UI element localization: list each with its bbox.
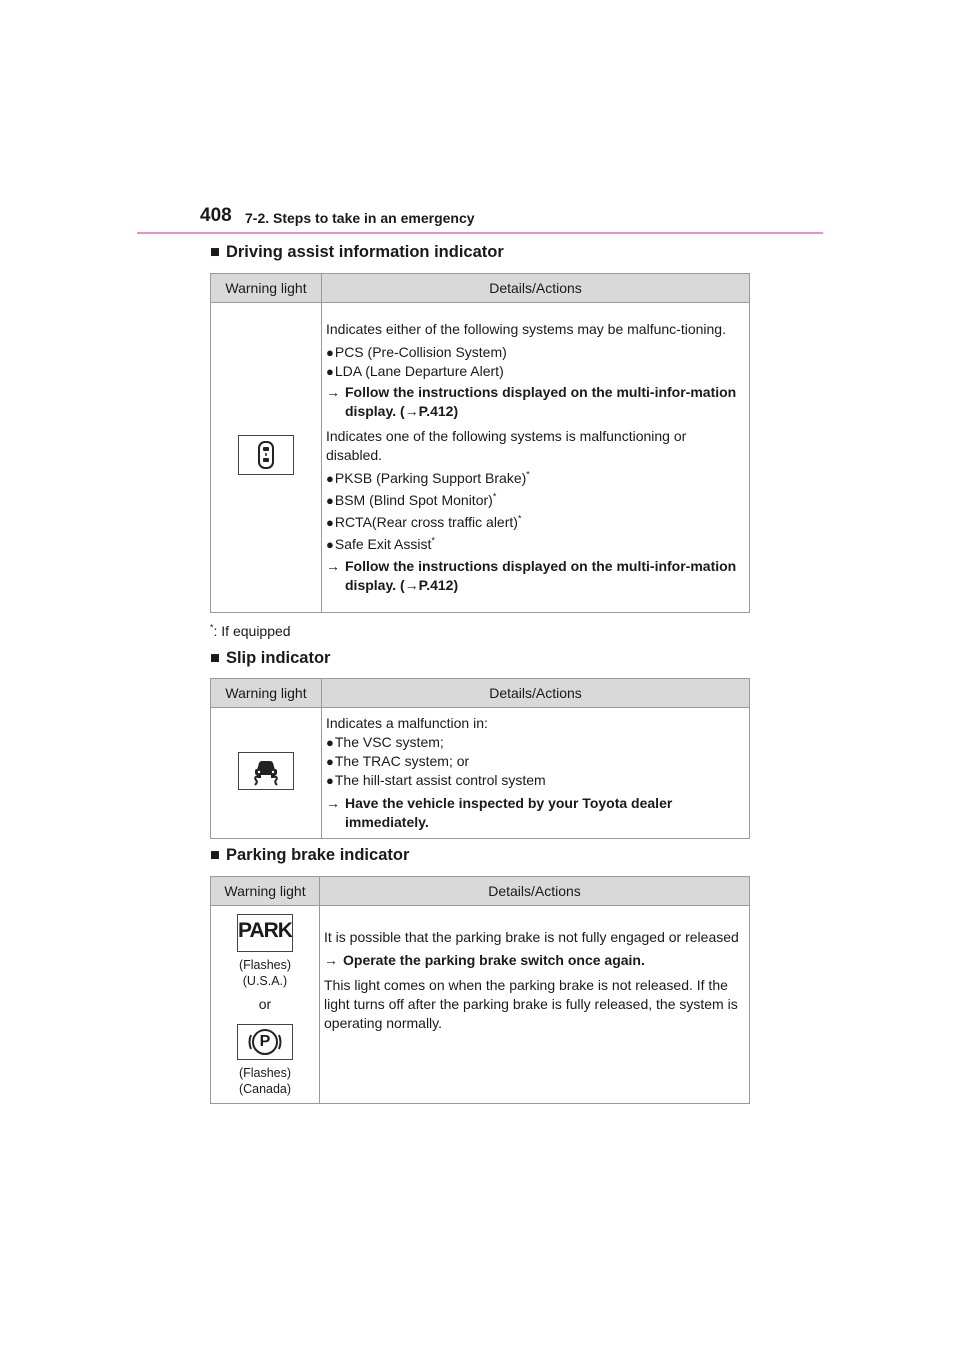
list-item: ●RCTA(Rear cross traffic alert)* [326, 513, 522, 530]
list-item: ●The VSC system; [326, 734, 444, 750]
detail-text: Indicates one of the following systems is malfunctioning or disabled. [326, 428, 687, 463]
details-cell [322, 303, 750, 613]
action-text: → Operate the parking brake switch once again. [324, 952, 645, 968]
page-reference-link[interactable]: P.412 [418, 577, 454, 593]
arrow-icon: → [326, 384, 340, 400]
icon-caption: (Flashes) [238, 958, 292, 972]
action-text: → Follow the instructions displayed on the multi-infor-mation display. (→P.412) [326, 384, 737, 419]
list-item: ●BSM (Blind Spot Monitor)* [326, 491, 497, 508]
col-warning-light: Warning light [211, 274, 322, 303]
parking-brake-table [210, 876, 750, 1104]
details-cell [322, 708, 750, 839]
col-details-actions: Details/Actions [320, 877, 750, 906]
table-header-row [211, 679, 750, 708]
list-item: ●PCS (Pre-Collision System) [326, 344, 507, 360]
table-row [211, 906, 750, 1104]
icon-caption: (U.S.A.) [242, 974, 288, 988]
chapter-heading: 7-2. Steps to take in an emergency [245, 210, 475, 226]
col-warning-light: Warning light [211, 877, 320, 906]
list-item: ●LDA (Lane Departure Alert) [326, 363, 504, 379]
arrow-icon: → [326, 558, 340, 574]
table-row [211, 303, 750, 613]
header-rule [137, 232, 823, 234]
icon-caption: (Flashes) [238, 1066, 292, 1080]
driving-assist-table [210, 273, 750, 613]
section-title-slip: ■ Slip indicator [210, 649, 331, 667]
col-details-actions: Details/Actions [322, 679, 750, 708]
list-item: ●PKSB (Parking Support Brake)* [326, 469, 530, 486]
arrow-icon: → [326, 795, 340, 811]
square-bullet-icon: ■ [210, 846, 220, 864]
footnote: *: If equipped [210, 622, 291, 639]
parking-p-icon: P [237, 1024, 293, 1060]
page-reference-link[interactable]: P.412 [418, 403, 454, 419]
list-item: ●Safe Exit Assist* [326, 535, 435, 552]
detail-text: Indicates a malfunction in: [326, 715, 488, 731]
details-cell [320, 906, 750, 1104]
square-bullet-icon: ■ [210, 649, 220, 667]
detail-text: Indicates either of the following systems may be malfunc-tioning. [326, 321, 726, 337]
warning-light-cell [211, 303, 322, 613]
warning-light-cell [211, 906, 320, 1104]
list-item: ●The hill-start assist control system [326, 772, 546, 788]
or-label: or [258, 996, 272, 1012]
park-icon: PARK [237, 914, 293, 952]
arrow-icon: → [324, 952, 338, 968]
list-item: ●The TRAC system; or [326, 753, 470, 769]
table-header-row [211, 274, 750, 303]
table-header-row [211, 877, 750, 906]
action-text: → Follow the instructions displayed on the multi-infor-mation display. (→P.412) [326, 558, 737, 593]
slip-car-icon [238, 752, 294, 790]
action-text: → Have the vehicle inspected by your Toyota dealer immediately. [326, 795, 673, 830]
driving-assist-icon [238, 435, 294, 475]
section-title-driving-assist: ■ Driving assist information indicator [210, 243, 504, 261]
arrow-icon: → [404, 403, 419, 419]
section-title-parking-brake: ■ Parking brake indicator [210, 846, 410, 864]
warning-light-cell [211, 708, 322, 839]
icon-caption: (Canada) [238, 1082, 292, 1096]
arrow-icon: → [404, 577, 419, 593]
slip-table [210, 678, 750, 839]
col-details-actions: Details/Actions [322, 274, 750, 303]
detail-text: It is possible that the parking brake is not fully engaged or released [324, 929, 739, 945]
col-warning-light: Warning light [211, 679, 322, 708]
square-bullet-icon: ■ [210, 243, 220, 261]
table-row [211, 708, 750, 839]
detail-text: This light comes on when the parking brake is not released. If the light turns off after the parking brake is fully released, the system is operating normally. [324, 977, 738, 1031]
page-number: 408 [200, 205, 232, 226]
